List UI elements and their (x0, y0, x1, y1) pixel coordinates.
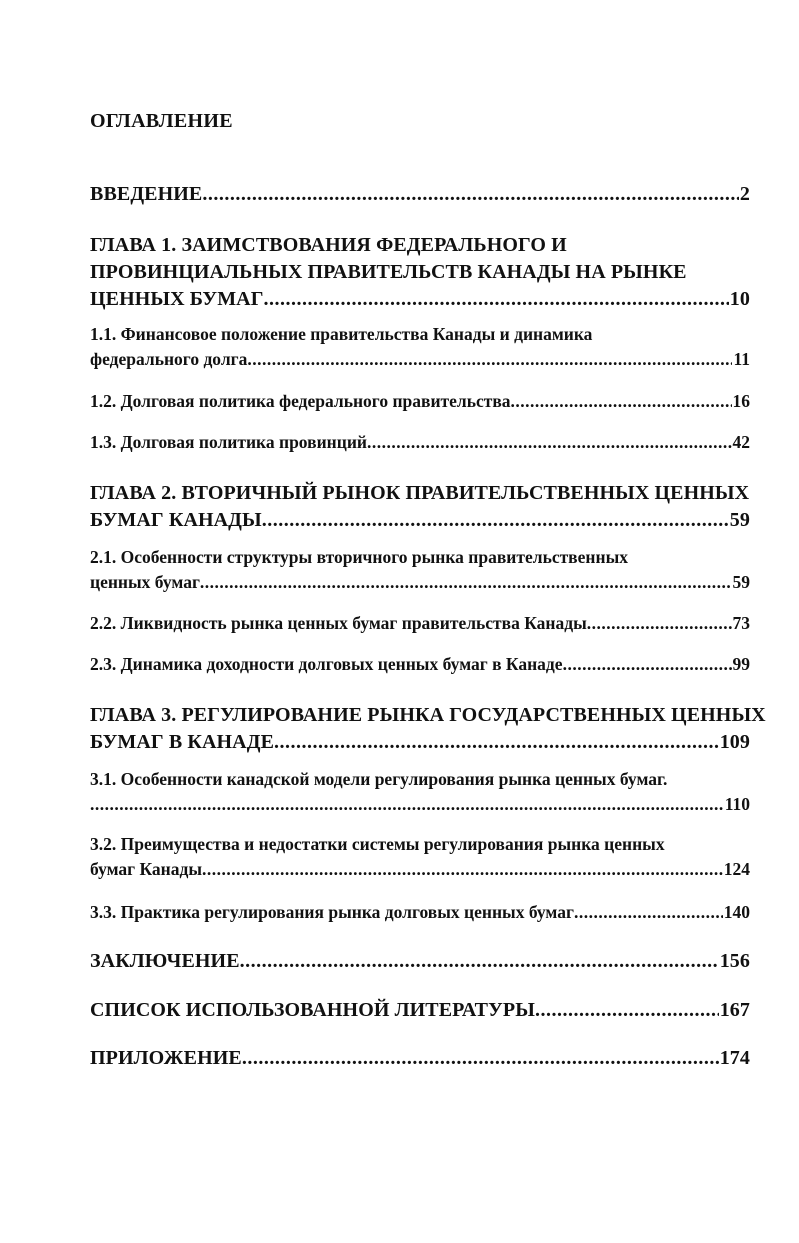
toc-entry-page: 73 (732, 613, 750, 633)
dot-leader (587, 611, 732, 636)
toc-entry-chapter-1[interactable] (90, 232, 750, 313)
toc-entry-title: ВВЕДЕНИЕ (90, 183, 203, 205)
toc-entry-line (90, 792, 750, 817)
toc-entry-line (90, 430, 750, 455)
toc-entry-line (90, 389, 750, 414)
toc-entry-title-line-1: 1.1. Финансовое положение правительства Канады и динамика (90, 324, 593, 344)
toc-entry-line (90, 997, 750, 1024)
toc-entry-title: ЗАКЛЮЧЕНИЕ (90, 950, 240, 972)
dot-leader (202, 181, 739, 208)
dot-leader (202, 857, 723, 882)
dot-leader (535, 997, 719, 1024)
toc-entry-page: 156 (719, 950, 750, 972)
toc-entry-title: ЦЕННЫХ БУМАГ (90, 288, 264, 310)
toc-entry-line (90, 347, 750, 372)
toc-entry-title: ПРИЛОЖЕНИЕ (90, 1047, 242, 1069)
toc-entry-title: ценных бумаг (90, 572, 200, 592)
dot-leader (511, 389, 732, 414)
toc-entry-appendix[interactable] (90, 1045, 750, 1072)
toc-entry-line (90, 948, 750, 975)
toc-entry-title-line-1: ГЛАВА 2. ВТОРИЧНЫЙ РЫНОК ПРАВИТЕЛЬСТВЕННЫХ ЦЕННЫХ (90, 482, 750, 504)
toc-entry-line (90, 611, 750, 636)
toc-entry-section-2-3[interactable] (90, 652, 750, 677)
toc-entry-title-line-1: ГЛАВА 1. ЗАИМСТВОВАНИЯ ФЕДЕРАЛЬНОГО И (90, 234, 567, 256)
toc-entry-title-line-1: 3.1. Особенности канадской модели регулирования рынка ценных бумаг. (90, 769, 668, 789)
toc-entry-page: 174 (719, 1047, 750, 1069)
toc-entry-page: 2 (739, 183, 750, 205)
toc-entry-page: 124 (723, 859, 750, 879)
toc-entry-section-1-1[interactable] (90, 322, 750, 372)
toc-entry-title-line-2: ПРОВИНЦИАЛЬНЫХ ПРАВИТЕЛЬСТВ КАНАДЫ НА РЫНКЕ (90, 261, 687, 283)
toc-entry-page: 109 (719, 731, 750, 753)
dot-leader (247, 347, 732, 372)
toc-entry-line (90, 181, 750, 208)
toc-entry-title: бумаг Канады (90, 859, 203, 879)
toc-entry-section-3-3[interactable] (90, 900, 750, 925)
toc-entry-title: 1.2. Долговая политика федерального правительства (90, 391, 511, 411)
dot-leader (242, 1045, 719, 1072)
toc-entry-section-3-2[interactable] (90, 832, 750, 882)
toc-entry-line (90, 729, 750, 756)
toc-entry-introduction[interactable] (90, 181, 750, 208)
dot-leader (200, 570, 732, 595)
toc-entry-line (90, 507, 750, 534)
toc-entry-line (90, 286, 750, 313)
dot-leader (574, 900, 723, 925)
toc-entry-line (90, 1045, 750, 1072)
toc-entry-section-2-2[interactable] (90, 611, 750, 636)
toc-entry-section-1-3[interactable] (90, 430, 750, 455)
toc-entry-line (90, 570, 750, 595)
toc-entry-page: 140 (723, 902, 750, 922)
toc-entry-title-line-1: ГЛАВА 3. РЕГУЛИРОВАНИЕ РЫНКА ГОСУДАРСТВЕННЫХ ЦЕННЫХ (90, 704, 766, 726)
toc-heading: ОГЛАВЛЕНИЕ (90, 110, 233, 132)
toc-entry-title: СПИСОК ИСПОЛЬЗОВАННОЙ ЛИТЕРАТУРЫ (90, 999, 535, 1021)
toc-entry-title: БУМАГ КАНАДЫ (90, 509, 262, 531)
toc-entry-bibliography[interactable] (90, 997, 750, 1024)
dot-leader (262, 507, 729, 534)
toc-entry-conclusion[interactable] (90, 948, 750, 975)
toc-entry-page: 59 (729, 509, 750, 531)
dot-leader (367, 430, 732, 455)
toc-entry-line (90, 900, 750, 925)
toc-entry-title: 3.3. Практика регулирования рынка долговых ценных бумаг (90, 902, 574, 922)
toc-entry-title-line-1: 2.1. Особенности структуры вторичного рынка правительственных (90, 547, 628, 567)
toc-entry-page: 99 (732, 654, 750, 674)
toc-entry-title: БУМАГ В КАНАДЕ (90, 731, 275, 753)
toc-entry-page: 59 (732, 572, 750, 592)
toc-entry-chapter-3[interactable] (90, 702, 766, 756)
dot-leader (264, 286, 729, 313)
toc-entry-section-3-1[interactable] (90, 767, 750, 817)
toc-entry-title-line-1: 3.2. Преимущества и недостатки системы регулирования рынка ценных (90, 834, 665, 854)
dot-leader (240, 948, 719, 975)
toc-entry-section-1-2[interactable] (90, 389, 750, 414)
dot-leader (274, 729, 719, 756)
dot-leader (563, 652, 732, 677)
toc-entry-page: 42 (732, 432, 750, 452)
toc-entry-page: 11 (733, 349, 750, 369)
toc-entry-page: 16 (732, 391, 750, 411)
toc-entry-title: 2.3. Динамика доходности долговых ценных бумаг в Канаде (90, 654, 563, 674)
toc-entry-page: 110 (724, 794, 750, 814)
toc-entry-page: 167 (719, 999, 750, 1021)
toc-entry-title: федерального долга (90, 349, 248, 369)
toc-entry-line (90, 652, 750, 677)
toc-entry-page: 10 (729, 288, 750, 310)
dot-leader (90, 792, 724, 817)
toc-entry-title: 2.2. Ликвидность рынка ценных бумаг правительства Канады (90, 613, 587, 633)
toc-entry-chapter-2[interactable] (90, 480, 750, 534)
toc-entry-section-2-1[interactable] (90, 545, 750, 595)
toc-entry-title: 1.3. Долговая политика провинций (90, 432, 367, 452)
toc-entry-line (90, 857, 750, 882)
